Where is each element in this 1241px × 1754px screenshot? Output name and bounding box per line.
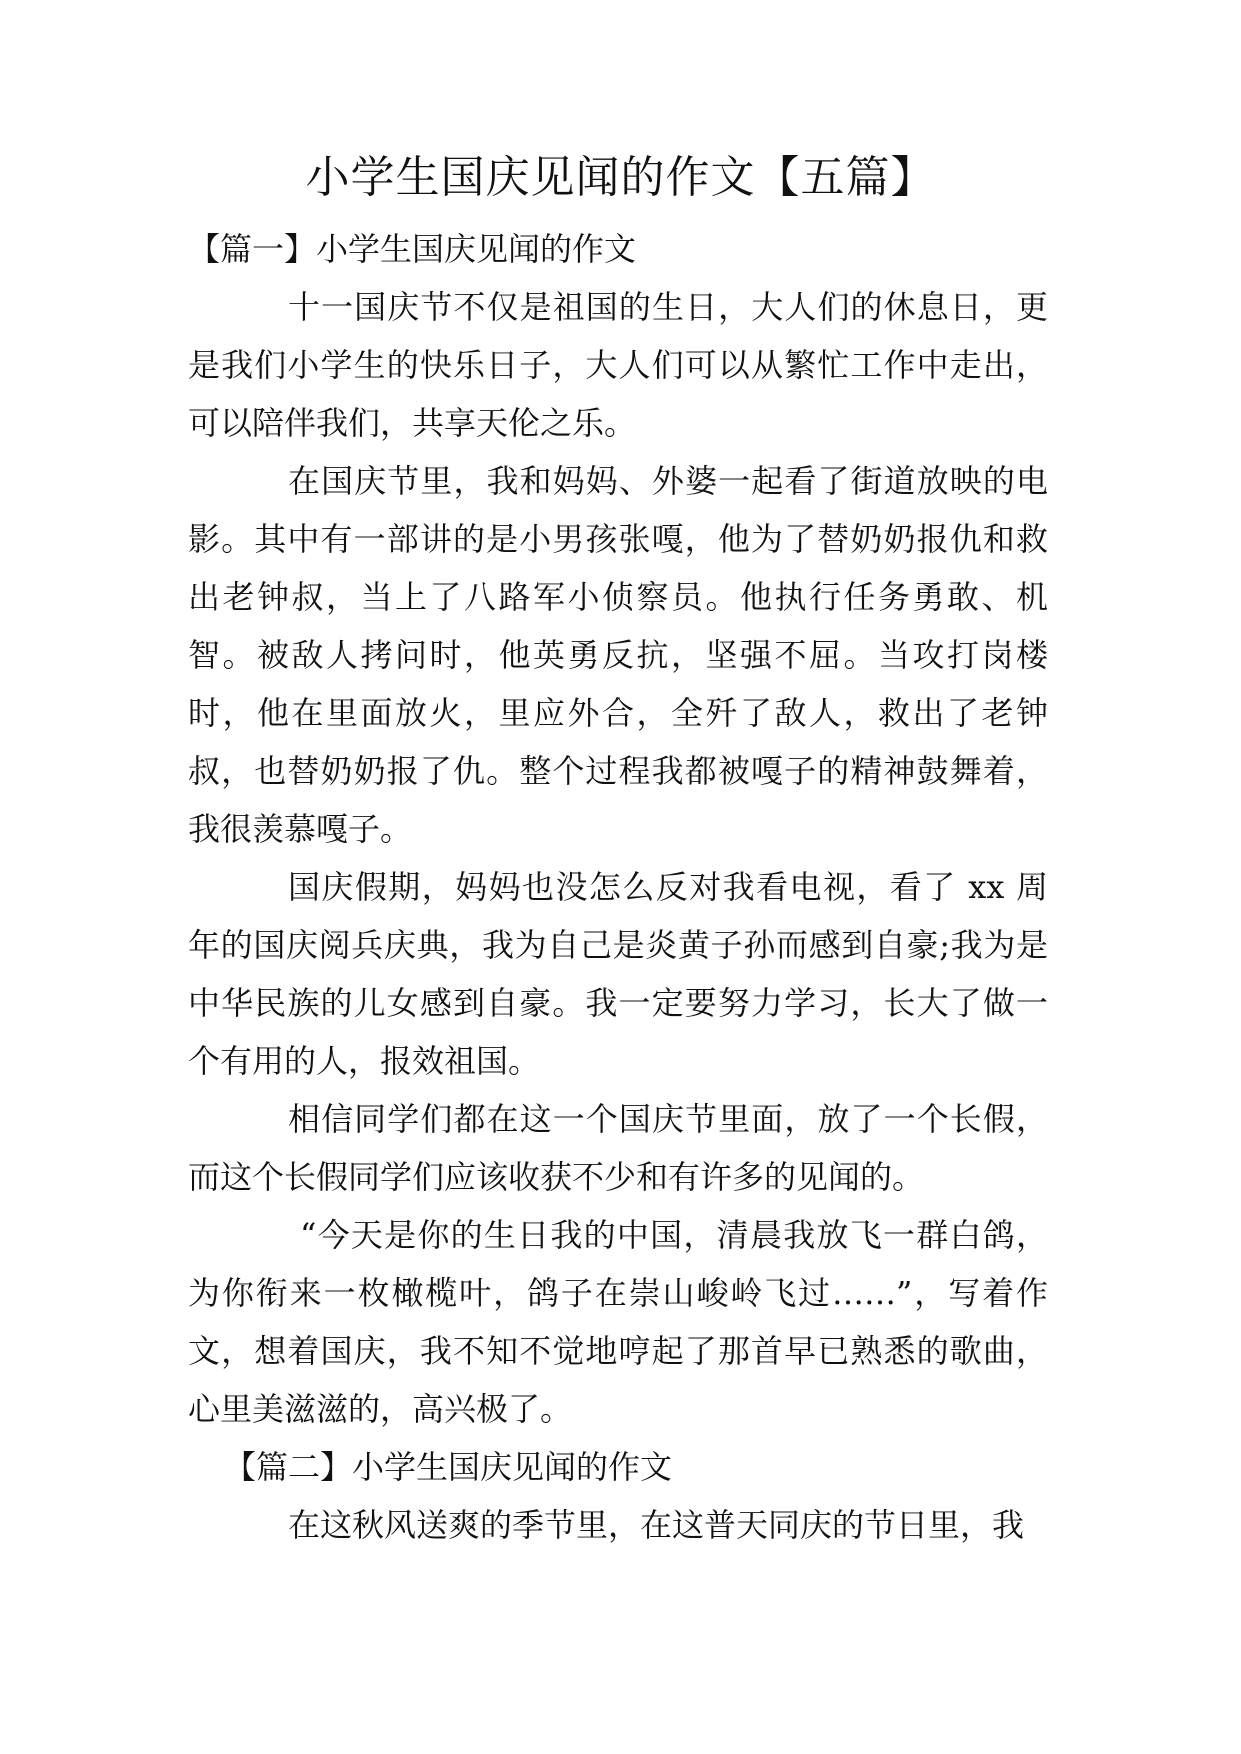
paragraph: 在国庆节里，我和妈妈、外婆一起看了街道放映的电影。其中有一部讲的是小男孩张嘎，他为了替奶奶报仇和救出老钟叔，当上了八路军小侦察员。他执行任务勇敢、机智。被敌人拷问时，他英勇反抗，坚强不屈。当攻打岗楼时，他在里面放火，里应外合，全歼了敌人，救出了老钟叔，也替奶奶报了仇。整个过程我都被嘎子的精神鼓舞着，我很羡慕嘎子。 (188, 462, 1048, 848)
section-heading: 【篇一】小学生国庆见闻的作文 (188, 230, 637, 268)
paragraph: “今天是你的生日我的中国，清晨我放飞一群白鸽，为你衔来一枚橄榄叶，鸽子在崇山峻岭飞过……”，写着作文，想着国庆，我不知不觉地哼起了那首早已熟悉的歌曲，心里美滋滋的，高兴极了。 (188, 1216, 1048, 1428)
section-heading: 【篇二】小学生国庆见闻的作文 (224, 1448, 673, 1486)
document-body (188, 220, 1048, 1554)
document-title: 小学生国庆见闻的作文【五篇】 (305, 152, 936, 203)
section-1 (188, 220, 1048, 1438)
paragraph: 在这秋风送爽的季节里，在这普天同庆的节日里，我 (288, 1506, 1025, 1544)
section-2 (188, 1438, 1048, 1554)
paragraph: 国庆假期，妈妈也没怎么反对我看电视，看了 xx 周年的国庆阅兵庆典，我为自己是炎黄子孙而感到自豪;我为是中华民族的儿女感到自豪。我一定要努力学习，长大了做一个有用的人，报效祖国。 (188, 868, 1048, 1080)
paragraph: 相信同学们都在这一个国庆节里面，放了一个长假，而这个长假同学们应该收获不少和有许多的见闻的。 (188, 1100, 1048, 1196)
paragraph: 十一国庆节不仅是祖国的生日，大人们的休息日，更是我们小学生的快乐日子，大人们可以从繁忙工作中走出，可以陪伴我们，共享天伦之乐。 (188, 288, 1048, 442)
